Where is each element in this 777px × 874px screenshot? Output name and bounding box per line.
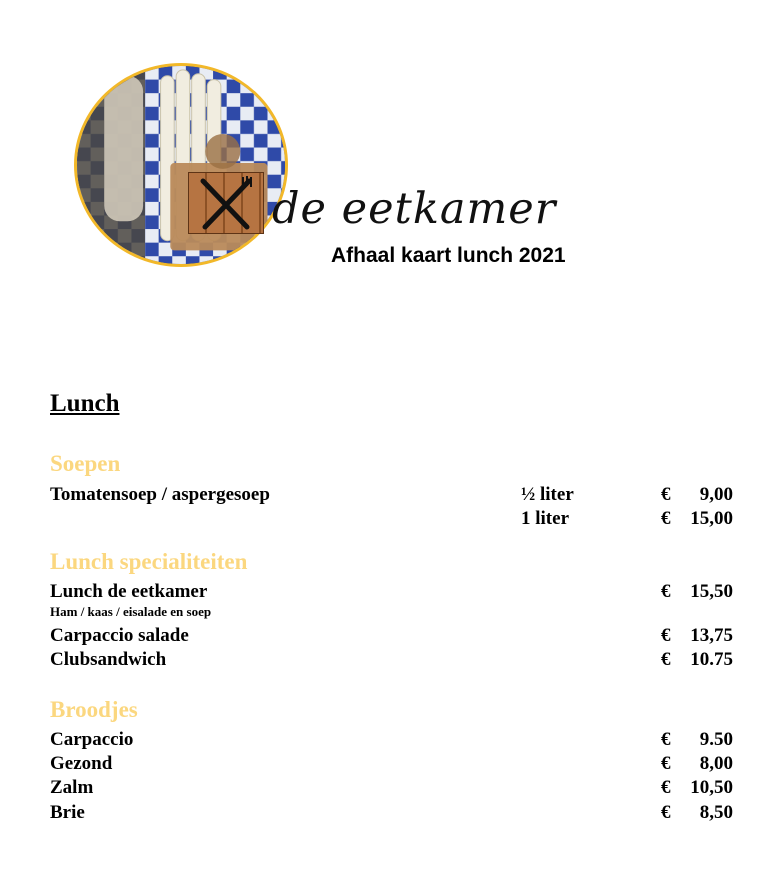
item-price <box>661 649 733 671</box>
item-name: Carpaccio <box>50 729 134 750</box>
category-title-lunch-specialiteiten: Lunch specialiteiten <box>50 549 248 574</box>
menu-item <box>0 802 777 826</box>
menu-item <box>0 508 777 532</box>
price-value: 8,50 <box>699 802 733 823</box>
knife-fork-icon <box>188 172 264 234</box>
item-price <box>661 802 733 824</box>
currency-symbol: € <box>661 484 671 505</box>
brand-name: de eetkamer <box>272 184 557 234</box>
item-quantity: ½ liter <box>521 484 574 505</box>
item-description: Ham / kaas / eisalade en soep <box>50 604 212 619</box>
item-price <box>661 581 733 603</box>
price-value: 8,00 <box>699 753 733 774</box>
item-price <box>661 753 733 775</box>
price-value: 10.75 <box>690 649 733 670</box>
item-price <box>661 729 733 751</box>
price-value: 9.50 <box>699 729 733 750</box>
section-title: Lunch <box>50 390 120 417</box>
item-name: Tomatensoep / aspergesoep <box>50 484 270 505</box>
price-value: 9,00 <box>699 484 733 505</box>
item-name: Brie <box>50 802 85 823</box>
currency-symbol: € <box>661 777 671 798</box>
price-value: 15,00 <box>690 508 733 529</box>
item-name: Clubsandwich <box>50 649 167 670</box>
menu-item <box>0 625 777 649</box>
item-quantity: 1 liter <box>521 508 570 529</box>
item-price <box>661 484 733 506</box>
price-value: 15,50 <box>690 581 733 602</box>
item-name: Gezond <box>50 753 113 774</box>
price-value: 13,75 <box>690 625 733 646</box>
menu-item <box>0 729 777 753</box>
menu-subtitle: Afhaal kaart lunch 2021 <box>331 244 566 267</box>
item-price <box>661 777 733 799</box>
item-name: Carpaccio salade <box>50 625 189 646</box>
currency-symbol: € <box>661 581 671 602</box>
menu-item <box>0 777 777 801</box>
item-price <box>661 625 733 647</box>
category-title-broodjes: Broodjes <box>50 697 138 722</box>
menu-item <box>0 581 777 605</box>
logo-photo <box>74 63 288 267</box>
menu-item <box>0 649 777 673</box>
currency-symbol: € <box>661 625 671 646</box>
currency-symbol: € <box>661 508 671 529</box>
menu-item <box>0 753 777 777</box>
currency-symbol: € <box>661 753 671 774</box>
category-title-soepen: Soepen <box>50 451 121 476</box>
currency-symbol: € <box>661 802 671 823</box>
menu-item <box>0 484 777 508</box>
item-price <box>661 508 733 530</box>
currency-symbol: € <box>661 649 671 670</box>
price-value: 10,50 <box>690 777 733 798</box>
currency-symbol: € <box>661 729 671 750</box>
item-name: Zalm <box>50 777 94 798</box>
item-name: Lunch de eetkamer <box>50 581 208 602</box>
